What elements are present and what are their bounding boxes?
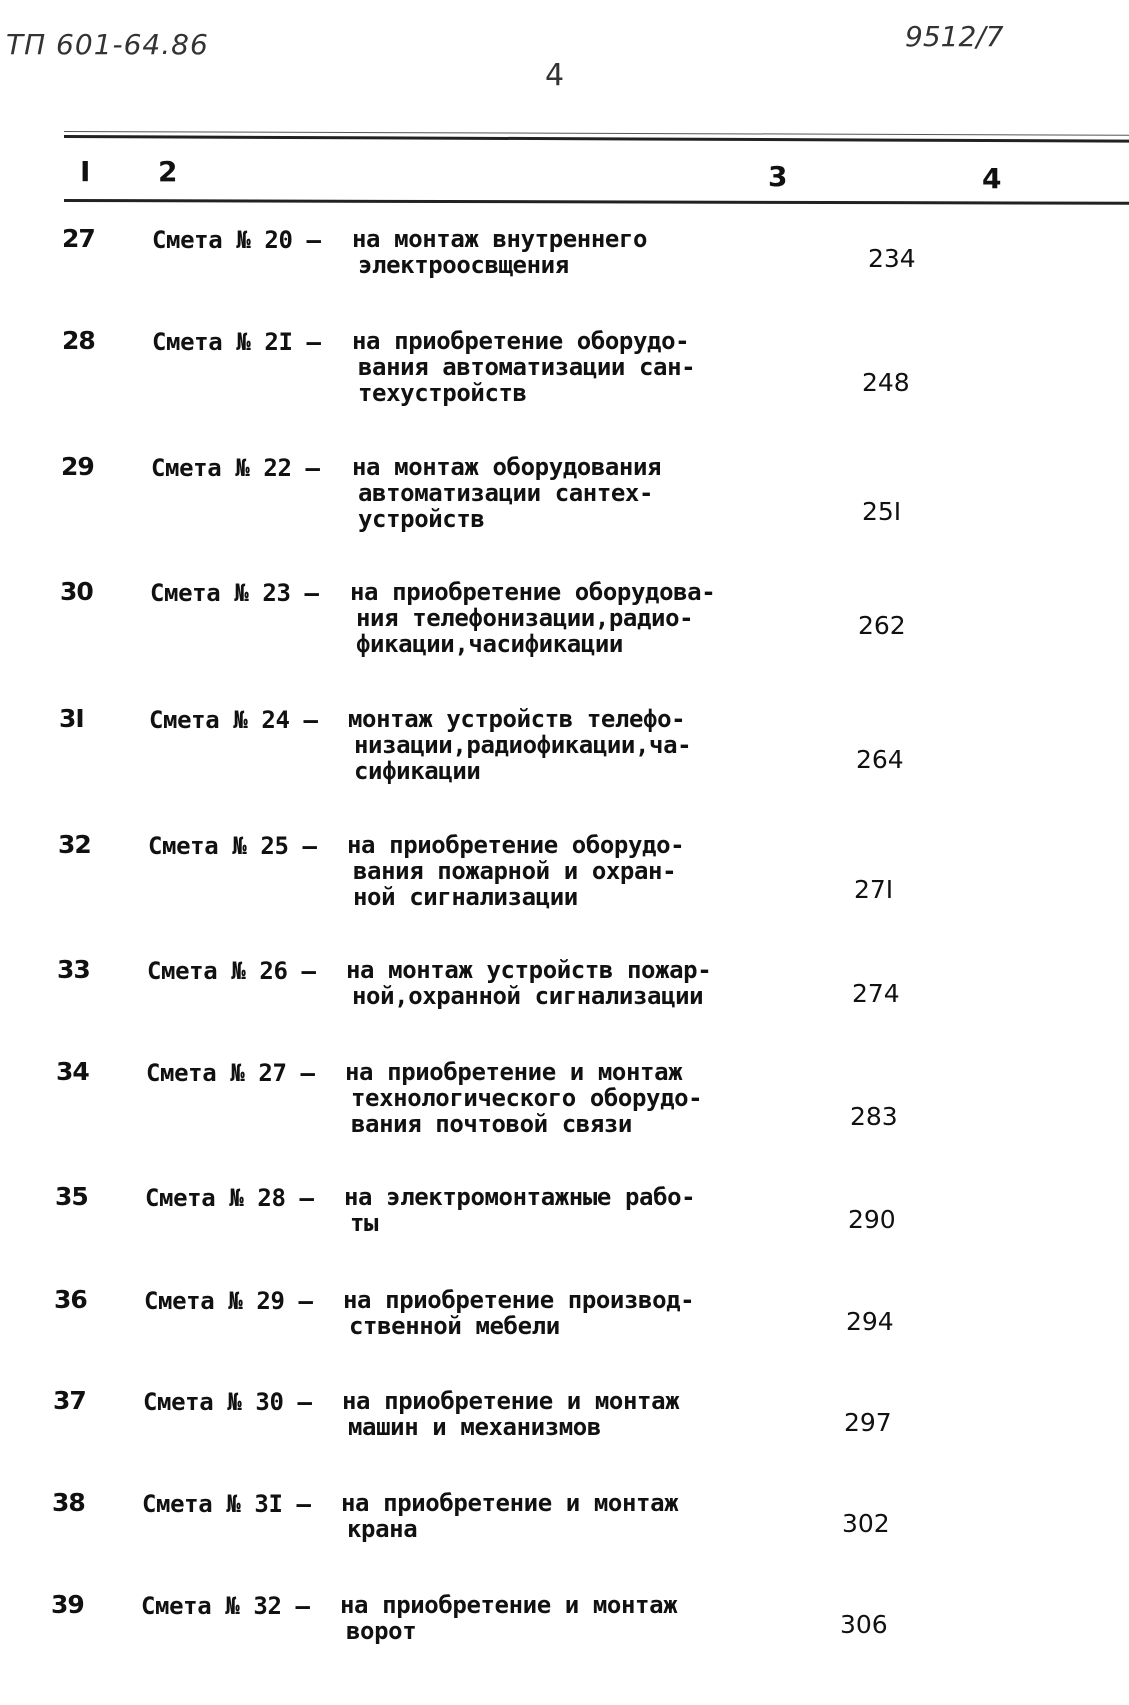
page-reference: 27I [854,875,894,904]
description-line: на приобретение и монтаж [345,1058,683,1086]
entry-number: 30 [60,577,93,606]
estimate-description [346,957,711,1009]
page-reference: 25I [862,497,902,526]
estimate-description [352,454,661,532]
page-reference: 290 [848,1205,896,1234]
entry-number: 39 [51,1590,84,1619]
estimate-label: Смета № 32 – [141,1592,310,1620]
estimate-label: Смета № 28 – [145,1184,314,1212]
page-reference: 264 [856,745,904,774]
description-line: на приобретение оборудова- [350,578,716,606]
description-line: ты [350,1209,379,1237]
estimate-description [341,1490,678,1542]
page-reference: 274 [852,979,900,1008]
description-line: на монтаж внутреннего [352,225,648,253]
page-reference: 302 [842,1509,890,1538]
header-rule [64,199,1129,205]
column-header-4: 4 [982,162,1002,195]
estimate-description [347,832,684,910]
estimate-description [340,1592,677,1644]
description-line: вания почтовой связи [351,1110,632,1138]
description-line: на монтаж оборудования [352,453,662,481]
estimate-label: Смета № 2I – [152,328,321,356]
description-line: низации,радиофикации,ча- [354,731,692,759]
entry-number: 28 [62,326,95,355]
description-line: автоматизации сантех- [358,479,654,507]
description-line: техустройств [358,379,527,407]
description-line: на приобретение производ- [343,1286,695,1314]
description-line: сификации [354,757,481,785]
entry-number: 32 [58,830,91,859]
archive-number: 9512/7 [905,20,1004,53]
estimate-label: Смета № 20 – [152,226,321,254]
description-line: ния телефонизации,радио- [356,604,694,632]
description-line: ной сигнализации [353,883,578,911]
entry-number: 34 [56,1057,89,1086]
description-line: машин и механизмов [348,1413,601,1441]
page-number: 4 [545,58,565,93]
column-header-3: 3 [768,160,788,193]
estimate-description [342,1388,679,1440]
estimate-description [350,579,715,657]
estimate-label: Смета № 27 – [146,1059,315,1087]
page-reference: 234 [868,244,916,273]
description-line: на приобретение оборудо- [352,327,690,355]
description-line: монтаж устройств телефо- [348,705,686,733]
estimate-label: Смета № 23 – [150,579,319,607]
description-line: ворот [346,1617,417,1645]
estimate-description [345,1059,702,1137]
entry-number: 38 [52,1488,85,1517]
page-reference: 248 [862,368,910,397]
entry-number: 35 [55,1182,88,1211]
description-line: технологического оборудо- [351,1084,703,1112]
description-line: крана [347,1515,418,1543]
estimate-description [352,328,695,406]
estimate-description [352,226,647,278]
page-reference: 262 [858,611,906,640]
description-line: электроосвщения [358,251,569,279]
estimate-label: Смета № 26 – [147,957,316,985]
top-rule [64,135,1129,143]
description-line: на приобретение и монтаж [342,1387,680,1415]
estimate-label: Смета № 25 – [148,832,317,860]
page-reference: 306 [840,1610,888,1639]
estimate-label: Смета № 22 – [151,454,320,482]
estimate-label: Смета № 3I – [142,1490,311,1518]
description-line: на приобретение оборудо- [347,831,685,859]
entry-number: 3I [59,704,84,733]
entry-number: 36 [54,1285,87,1314]
document-code: ТП 601-64.86 [6,28,209,61]
description-line: устройств [358,505,485,533]
estimate-description [343,1287,694,1339]
description-line: на приобретение и монтаж [341,1489,679,1517]
description-line: ной,охранной сигнализации [352,982,704,1010]
entry-number: 27 [62,224,95,253]
description-line: вания пожарной и охран- [353,857,677,885]
description-line: ственной мебели [349,1312,560,1340]
column-header-1: I [80,155,91,188]
estimate-label: Смета № 29 – [144,1287,313,1315]
description-line: вания автоматизации сан- [358,353,696,381]
page-reference: 294 [846,1307,894,1336]
page-reference: 283 [850,1102,898,1131]
estimate-description [344,1184,695,1236]
description-line: на монтаж устройств пожар- [346,956,712,984]
entry-number: 37 [53,1386,86,1415]
estimate-label: Смета № 24 – [149,706,318,734]
description-line: фикации,часификации [356,630,623,658]
estimate-description [348,706,691,784]
entry-number: 33 [57,955,90,984]
description-line: на электромонтажные рабо- [344,1183,696,1211]
page-reference: 297 [844,1408,892,1437]
estimate-label: Смета № 30 – [143,1388,312,1416]
column-header-2: 2 [158,155,178,188]
description-line: на приобретение и монтаж [340,1591,678,1619]
entry-number: 29 [61,452,94,481]
